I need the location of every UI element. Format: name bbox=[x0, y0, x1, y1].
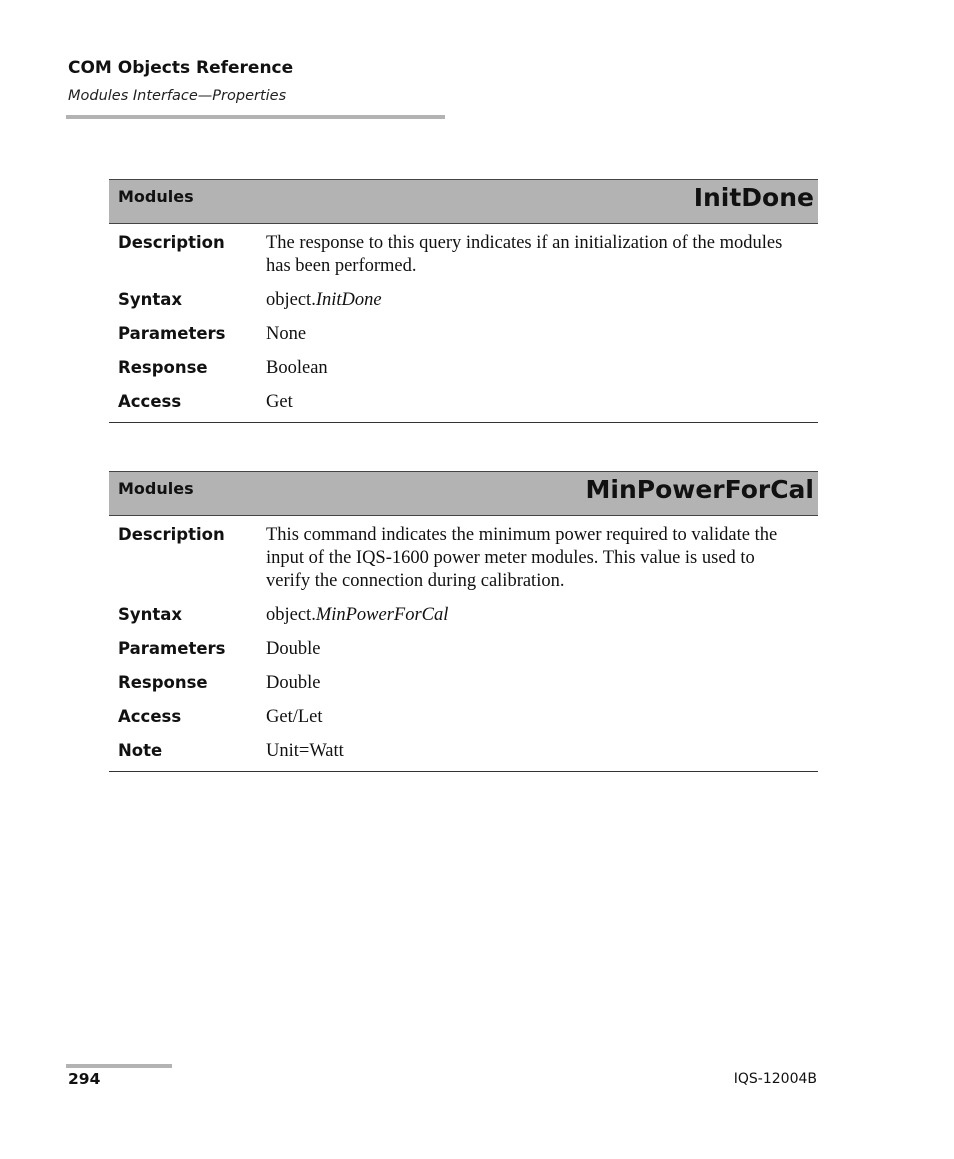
property-category: Modules bbox=[118, 187, 194, 206]
note-label: Note bbox=[118, 741, 163, 760]
access-label: Access bbox=[118, 392, 182, 411]
response-label: Response bbox=[118, 673, 208, 692]
note-value: Unit=Watt bbox=[266, 741, 344, 761]
property-table bbox=[109, 224, 818, 423]
property-name: InitDone bbox=[693, 183, 814, 212]
property-category: Modules bbox=[118, 479, 194, 498]
access-row bbox=[109, 706, 818, 729]
parameters-label: Parameters bbox=[118, 324, 226, 343]
syntax-row bbox=[109, 604, 818, 627]
property-block-minpowerforcal bbox=[109, 471, 818, 772]
property-table bbox=[109, 516, 818, 772]
description-label: Description bbox=[118, 525, 225, 544]
parameters-value: Double bbox=[266, 639, 321, 659]
property-name: MinPowerForCal bbox=[585, 475, 814, 504]
syntax-label: Syntax bbox=[118, 290, 183, 309]
syntax-prefix: object. bbox=[266, 290, 316, 310]
syntax-value bbox=[266, 289, 818, 312]
property-header bbox=[109, 471, 818, 516]
response-row bbox=[109, 357, 818, 380]
running-header-title: COM Objects Reference bbox=[68, 58, 294, 78]
property-block-initdone bbox=[109, 179, 818, 423]
access-row bbox=[109, 391, 818, 414]
parameters-value: None bbox=[266, 324, 307, 344]
description-value: The response to this query indicates if an initialization of the modules has been performed. bbox=[266, 233, 783, 276]
syntax-property: MinPowerForCal bbox=[315, 605, 449, 625]
running-header-subtitle: Modules Interface—Properties bbox=[68, 88, 287, 104]
response-value: Boolean bbox=[266, 358, 328, 378]
syntax-row bbox=[109, 289, 818, 312]
footer-divider bbox=[66, 1064, 172, 1068]
description-row bbox=[109, 232, 818, 278]
syntax-property: InitDone bbox=[315, 290, 382, 310]
page-number: 294 bbox=[68, 1070, 101, 1088]
description-row bbox=[109, 524, 818, 593]
description-label: Description bbox=[118, 233, 225, 252]
parameters-row bbox=[109, 638, 818, 661]
document-id: IQS-12004B bbox=[733, 1071, 817, 1087]
access-value: Get/Let bbox=[266, 707, 323, 727]
parameters-label: Parameters bbox=[118, 639, 226, 658]
note-row bbox=[109, 740, 818, 763]
syntax-value bbox=[266, 604, 818, 627]
syntax-label: Syntax bbox=[118, 605, 183, 624]
response-row bbox=[109, 672, 818, 695]
access-value: Get bbox=[266, 392, 293, 412]
access-label: Access bbox=[118, 707, 182, 726]
parameters-row bbox=[109, 323, 818, 346]
response-label: Response bbox=[118, 358, 208, 377]
header-divider bbox=[66, 115, 445, 119]
property-header bbox=[109, 179, 818, 224]
description-value: This command indicates the minimum power required to validate the input of the IQS-1600 power meter modules. This value is used to verify the connection during calibration. bbox=[266, 525, 778, 591]
response-value: Double bbox=[266, 673, 321, 693]
syntax-prefix: object. bbox=[266, 605, 316, 625]
